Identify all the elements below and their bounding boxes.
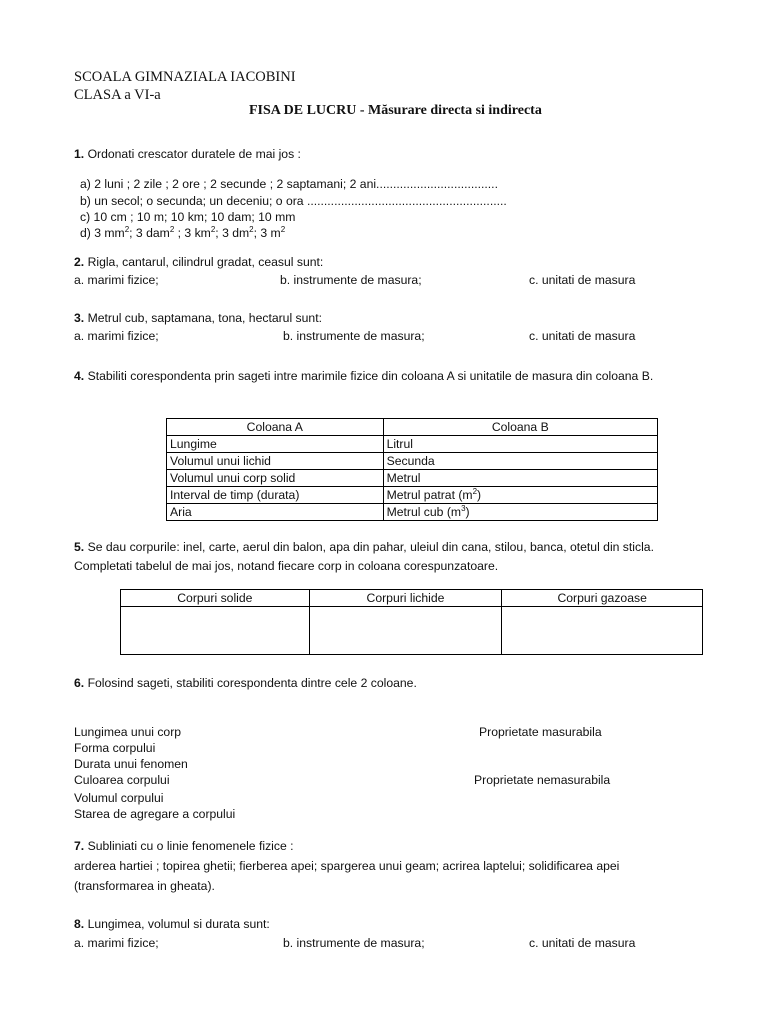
table-cell: Lungime (167, 436, 384, 453)
question-3 (74, 311, 322, 325)
question-text: Ordonati crescator duratele de mai jos : (87, 147, 301, 161)
question-text: Folosind sageti, stabiliti corespondenta dintre cele 2 coloane. (87, 676, 417, 690)
q8-option-a: a. marimi fizice; (74, 936, 159, 950)
table-row (121, 607, 703, 655)
question-number: 7. (74, 839, 85, 853)
solids-answer-cell[interactable] (121, 607, 310, 655)
gases-header: Corpuri gazoase (502, 590, 703, 607)
question-number: 4. (74, 369, 85, 383)
table-cell: Metrul cub $(m^3)$ (383, 504, 657, 521)
list-item: Forma corpului (74, 741, 156, 755)
question-number: 6. (74, 676, 85, 690)
q2-option-b: b. instrumente de masura; (280, 273, 422, 287)
table-cell: Secunda (383, 453, 657, 470)
question-text: Lungimea, volumul si durata sunt: (87, 917, 270, 931)
table-header-row (121, 590, 703, 607)
question-text: Stabiliti corespondenta prin sageti intre marimile fizice din coloana A si unitatile de masura din coloana B. (87, 369, 654, 383)
table-row (167, 453, 658, 470)
question-text: Subliniati cu o linie fenomenele fizice : (87, 839, 294, 853)
question-5-line-2: Completati tabelul de mai jos, notand fiecare corp in coloana corespunzatoare. (74, 559, 499, 573)
question-number: 8. (74, 917, 85, 931)
liquids-answer-cell[interactable] (309, 607, 502, 655)
question-text: Se dau corpurile: inel, carte, aerul din balon, apa din pahar, uleiul din cana, stilou, banca, otetul din sticla. (87, 540, 654, 554)
states-table (120, 589, 703, 655)
q1-item-b: b) un secol; o secunda; un deceniu; o ora ........................................................... (80, 194, 507, 208)
table-header-row (167, 419, 658, 436)
class-label: CLASA a VI-a (74, 87, 161, 103)
list-item: Lungimea unui corp (74, 725, 182, 739)
q1-item-a: a) 2 luni ; 2 zile ; 2 ore ; 2 secunde ; 2 saptamani; 2 ani.................................... (80, 177, 498, 191)
question-text: Rigla, cantarul, cilindrul gradat, ceasul sunt: (87, 255, 324, 269)
question-text: Metrul cub, saptamana, tona, hectarul sunt: (87, 311, 322, 325)
question-4 (74, 369, 653, 383)
question-8 (74, 917, 270, 931)
non-measurable-property: Proprietate nemasurabila (474, 773, 611, 787)
phenomena-list-continued: (transformarea in gheata). (74, 879, 215, 893)
table-cell: Aria (167, 504, 384, 521)
question-number: 3. (74, 311, 85, 325)
table-cell: Interval de timp (durata) (167, 487, 384, 504)
gases-answer-cell[interactable] (502, 607, 703, 655)
measurable-property: Proprietate masurabila (479, 725, 602, 739)
page-title: FISA DE LUCRU - Măsurare directa si indirecta (249, 103, 542, 118)
table-cell: Litrul (383, 436, 657, 453)
question-7 (74, 839, 294, 853)
list-item: Volumul corpului (74, 791, 164, 805)
q3-option-b: b. instrumente de masura; (283, 329, 425, 343)
question-2 (74, 255, 323, 269)
q8-option-b: b. instrumente de masura; (283, 936, 425, 950)
table-cell: Volumul unui lichid (167, 453, 384, 470)
table-row (167, 487, 658, 504)
table-cell: Metrul patrat $(m^2)$ (383, 487, 657, 504)
column-b-header: Coloana B (383, 419, 657, 436)
liquids-header: Corpuri lichide (309, 590, 502, 607)
units-table (166, 418, 658, 521)
phenomena-list: arderea hartiei ; topirea ghetii; fierberea apei; spargerea unui geam; acrirea laptelui; solidificarea apei (74, 859, 620, 873)
table-row (167, 436, 658, 453)
list-item: Starea de agregare a corpului (74, 807, 236, 821)
question-number: 2. (74, 255, 85, 269)
question-1 (74, 147, 301, 161)
q2-option-c: c. unitati de masura (529, 273, 636, 287)
list-item: Durata unui fenomen (74, 757, 188, 771)
q2-option-a: a. marimi fizice; (74, 273, 159, 287)
q3-option-a: a. marimi fizice; (74, 329, 159, 343)
table-row (167, 504, 658, 521)
q1-item-d: d) 3 $mm^2$; 3 dam$^2$ ; 3 $km^2$; 3 $dm^2$; 3 $m^2$ (80, 224, 286, 240)
question-6 (74, 676, 417, 690)
table-cell: Volumul unui corp solid (167, 470, 384, 487)
school-name: SCOALA GIMNAZIALA IACOBINI (74, 69, 296, 85)
q3-option-c: c. unitati de masura (529, 329, 636, 343)
question-number: 1. (74, 147, 85, 161)
table-row (167, 470, 658, 487)
table-cell: Metrul (383, 470, 657, 487)
solids-header: Corpuri solide (121, 590, 310, 607)
q8-option-c: c. unitati de masura (529, 936, 636, 950)
column-a-header: Coloana A (167, 419, 384, 436)
question-5 (74, 540, 654, 554)
list-item: Culoarea corpului (74, 773, 170, 787)
q1-item-c: c) 10 cm ; 10 m; 10 km; 10 dam; 10 mm (80, 210, 296, 224)
question-number: 5. (74, 540, 85, 554)
